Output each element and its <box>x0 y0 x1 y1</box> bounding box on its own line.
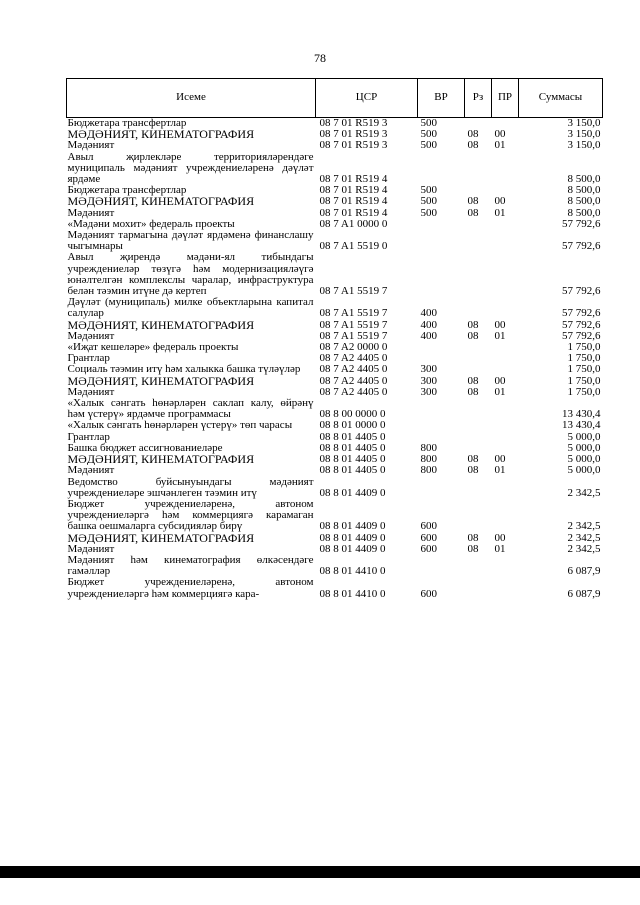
cell-name: Башка бюджет ассигнованиеләре <box>67 442 223 454</box>
table-row <box>67 320 603 331</box>
cell-name: Бюджетара трансфертлар <box>67 117 187 129</box>
cell-vr: 600 <box>420 587 437 600</box>
cell-vr: 500 <box>420 129 437 141</box>
cell-csr: 08 7 A1 5519 0 <box>319 240 388 253</box>
cell-vr: 500 <box>420 117 437 129</box>
cell-sum: 2 342,5 <box>567 520 601 533</box>
cell-csr: 08 7 01 R519 3 <box>319 140 388 152</box>
cell-vr <box>418 252 465 297</box>
cell-csr: 08 8 01 4405 0 <box>319 454 386 466</box>
cell-vr: 600 <box>420 543 437 555</box>
cell-vr <box>418 342 465 353</box>
cell-vr: 400 <box>420 319 437 331</box>
cell-rz <box>465 364 492 375</box>
cell-csr: 08 8 01 4410 0 <box>319 587 386 600</box>
cell-sum: 6 087,9 <box>567 565 601 578</box>
cell-rz: 08 <box>467 375 479 387</box>
cell-name: Ведомство буйсынуындагы мәдәният учреждениеләре эшчәнлеген тәэмин итү <box>67 476 314 499</box>
cell-sum: 13 430,4 <box>562 420 601 432</box>
cell-rz <box>465 118 492 130</box>
cell-pr: 00 <box>494 319 506 331</box>
cell-csr: 08 7 01 R519 3 <box>319 117 388 129</box>
cell-pr <box>492 432 519 443</box>
table-row <box>67 577 603 599</box>
cell-name: МӘДӘНИЯТ, КИНЕМАТОГРАФИЯ <box>67 319 255 331</box>
cell-sum: 3 150,0 <box>567 117 601 129</box>
cell-sum: 8 500,0 <box>567 196 601 208</box>
cell-sum: 57 792,6 <box>562 240 601 253</box>
cell-pr <box>492 185 519 196</box>
table-row <box>67 129 603 140</box>
cell-vr: 600 <box>420 532 437 544</box>
cell-name: Бюджетара трансфертлар <box>67 185 187 197</box>
cell-rz: 08 <box>467 140 479 152</box>
cell-sum: 57 792,6 <box>562 285 601 298</box>
cell-sum: 57 792,6 <box>562 307 601 320</box>
cell-pr <box>492 297 519 319</box>
cell-sum: 57 792,6 <box>562 319 601 331</box>
cell-rz <box>465 353 492 364</box>
cell-pr: 01 <box>494 207 506 219</box>
cell-name: Мәдәният <box>67 330 115 342</box>
table-row <box>67 196 603 207</box>
table-row <box>67 152 603 186</box>
cell-csr: 08 8 01 0000 0 <box>319 420 386 432</box>
cell-sum: 1 750,0 <box>567 353 601 365</box>
cell-name: МӘДӘНИЯТ, КИНЕМАТОГРАФИЯ <box>67 532 255 544</box>
cell-csr: 08 8 01 4405 0 <box>319 431 386 443</box>
cell-rz: 08 <box>467 207 479 219</box>
table-row <box>67 499 603 533</box>
cell-csr: 08 7 A1 5519 7 <box>319 319 388 331</box>
cell-rz: 08 <box>467 319 479 331</box>
cell-name: Мәдәният <box>67 207 115 219</box>
table-row <box>67 555 603 577</box>
cell-csr: 08 7 A2 4405 0 <box>319 364 388 376</box>
cell-rz <box>465 577 492 599</box>
cell-pr: 01 <box>494 140 506 152</box>
cell-sum: 6 087,9 <box>567 587 601 600</box>
cell-vr <box>418 230 465 252</box>
cell-rz <box>465 499 492 533</box>
cell-name: «Иҗат кешеләре» федераль проекты <box>67 342 239 354</box>
cell-pr <box>492 364 519 375</box>
cell-name: Бюджет учреждениеләренә, автоном учреждениеләргә һәм коммерциягә карамаган башка оешмаларга субсидияләр бирү <box>67 498 314 533</box>
cell-rz: 08 <box>467 386 479 398</box>
cell-vr: 600 <box>420 520 437 533</box>
cell-rz <box>465 252 492 297</box>
cell-vr: 300 <box>420 386 437 398</box>
cell-csr: 08 7 A2 4405 0 <box>319 375 388 387</box>
table-row <box>67 252 603 297</box>
cell-csr: 08 8 01 4409 0 <box>319 486 386 499</box>
cell-csr: 08 7 A2 4405 0 <box>319 386 388 398</box>
cell-sum: 5 000,0 <box>567 465 601 477</box>
cell-rz <box>465 477 492 499</box>
cell-pr: 00 <box>494 454 506 466</box>
cell-vr <box>418 353 465 364</box>
cell-name: Мәдәният <box>67 140 115 152</box>
table-row <box>67 331 603 342</box>
table-row <box>67 297 603 319</box>
cell-sum: 5 000,0 <box>567 442 601 454</box>
cell-sum: 13 430,4 <box>562 408 601 421</box>
cell-pr <box>492 443 519 454</box>
cell-pr <box>492 252 519 297</box>
cell-name: МӘДӘНИЯТ, КИНЕМАТОГРАФИЯ <box>67 375 255 387</box>
scan-border-bar <box>0 866 640 878</box>
cell-name: Грантлар <box>67 353 110 365</box>
cell-sum: 8 500,0 <box>567 185 601 197</box>
cell-vr: 800 <box>420 465 437 477</box>
cell-pr <box>492 477 519 499</box>
cell-pr <box>492 353 519 364</box>
cell-name: Дәүләт (муниципаль) милке объектларына капитал салулар <box>67 297 314 320</box>
cell-rz: 08 <box>467 543 479 555</box>
cell-vr <box>418 477 465 499</box>
table-row <box>67 364 603 375</box>
table-row <box>67 533 603 544</box>
column-header-name: Исеме <box>67 79 316 118</box>
column-header-rz: Рз <box>465 79 492 118</box>
cell-rz: 08 <box>467 532 479 544</box>
table-row <box>67 465 603 476</box>
cell-name: Мәдәният <box>67 465 115 477</box>
cell-csr: 08 8 01 4405 0 <box>319 442 386 454</box>
cell-rz: 08 <box>467 454 479 466</box>
cell-vr <box>418 432 465 443</box>
cell-rz <box>465 443 492 454</box>
cell-vr: 500 <box>420 207 437 219</box>
cell-vr: 500 <box>420 196 437 208</box>
cell-csr: 08 7 A1 5519 7 <box>319 285 388 298</box>
cell-vr <box>418 398 465 420</box>
table-header-row <box>67 79 603 118</box>
cell-name: Социаль тәэмин итү һәм халыкка башка түләүләр <box>67 364 301 376</box>
cell-rz <box>465 185 492 196</box>
cell-pr: 00 <box>494 375 506 387</box>
cell-rz: 08 <box>467 330 479 342</box>
cell-name: Бюджет учреждениеләренә, автоном учреждениеләргә һәм коммерциягә кара- <box>67 577 314 600</box>
cell-sum: 1 750,0 <box>567 364 601 376</box>
cell-csr: 08 8 01 4405 0 <box>319 465 386 477</box>
cell-pr <box>492 499 519 533</box>
cell-csr: 08 7 01 R519 4 <box>319 196 388 208</box>
column-header-csr: ЦСР <box>316 79 418 118</box>
table-row <box>67 432 603 443</box>
cell-name: МӘДӘНИЯТ, КИНЕМАТОГРАФИЯ <box>67 129 255 141</box>
cell-pr: 00 <box>494 196 506 208</box>
cell-csr: 08 7 A1 5519 7 <box>319 330 388 342</box>
cell-rz <box>465 230 492 252</box>
cell-name: «Халык сәнгать һөнәрләрен саклап калу, өйрәнү һәм үстерү» ярдәмче программасы <box>67 398 314 421</box>
cell-csr: 08 7 A1 0000 0 <box>319 218 388 230</box>
cell-sum: 5 000,0 <box>567 431 601 443</box>
cell-vr: 300 <box>420 364 437 376</box>
cell-csr: 08 7 01 R519 4 <box>319 185 388 197</box>
cell-sum: 2 342,5 <box>567 486 601 499</box>
table-row <box>67 118 603 130</box>
cell-vr <box>418 152 465 186</box>
cell-csr: 08 7 01 R519 4 <box>319 207 388 219</box>
table-row <box>67 454 603 465</box>
budget-table <box>66 78 603 600</box>
table-row <box>67 230 603 252</box>
cell-vr: 500 <box>420 185 437 197</box>
cell-vr: 800 <box>420 454 437 466</box>
cell-name: Грантлар <box>67 431 110 443</box>
table-body <box>67 118 603 600</box>
cell-sum: 1 750,0 <box>567 342 601 354</box>
cell-sum: 2 342,5 <box>567 532 601 544</box>
cell-name: МӘДӘНИЯТ, КИНЕМАТОГРАФИЯ <box>67 454 255 466</box>
table-row <box>67 219 603 230</box>
cell-vr: 300 <box>420 375 437 387</box>
table-row <box>67 420 603 431</box>
column-header-sum: Суммасы <box>519 79 603 118</box>
cell-name: МӘДӘНИЯТ, КИНЕМАТОГРАФИЯ <box>67 196 255 208</box>
table-row <box>67 544 603 555</box>
cell-csr: 08 8 01 4409 0 <box>319 543 386 555</box>
cell-vr: 400 <box>420 330 437 342</box>
cell-pr: 01 <box>494 465 506 477</box>
cell-name: «Мәдәни мохит» федераль проекты <box>67 218 235 230</box>
cell-rz <box>465 398 492 420</box>
cell-pr <box>492 420 519 431</box>
cell-pr <box>492 555 519 577</box>
cell-pr: 00 <box>494 129 506 141</box>
cell-rz <box>465 342 492 353</box>
cell-csr: 08 7 01 R519 4 <box>319 173 388 186</box>
table-row <box>67 443 603 454</box>
cell-name: Авыл җирендә мәдәни-ял тибындагы учреждениеләр төзүгә һәм модернизацияләүгә юнәлтелгән комплекслы чаралар, инфраструктура белән тәэмин итүне дә кертеп <box>67 252 314 298</box>
cell-sum: 8 500,0 <box>567 207 601 219</box>
cell-name: «Халык сәнгать һөнәрләрен үстерү» төп чарасы <box>67 420 293 432</box>
cell-name: Мәдәният <box>67 386 115 398</box>
cell-sum: 8 500,0 <box>567 173 601 186</box>
cell-sum: 57 792,6 <box>562 218 601 230</box>
cell-pr <box>492 230 519 252</box>
cell-vr: 800 <box>420 442 437 454</box>
cell-name: Мәдәният тармагына дәүләт ярдәменә финанслашу чыгымнары <box>67 230 314 253</box>
cell-sum: 1 750,0 <box>567 375 601 387</box>
cell-csr: 08 8 00 0000 0 <box>319 408 386 421</box>
table-row <box>67 387 603 398</box>
table-row <box>67 140 603 151</box>
table-row <box>67 376 603 387</box>
table-row <box>67 398 603 420</box>
cell-rz <box>465 152 492 186</box>
cell-pr <box>492 118 519 130</box>
cell-sum: 3 150,0 <box>567 140 601 152</box>
column-header-pr: ПР <box>492 79 519 118</box>
table-row <box>67 185 603 196</box>
cell-sum: 3 150,0 <box>567 129 601 141</box>
cell-pr <box>492 577 519 599</box>
cell-rz <box>465 297 492 319</box>
cell-csr: 08 8 01 4409 0 <box>319 520 386 533</box>
cell-sum: 1 750,0 <box>567 386 601 398</box>
cell-vr: 500 <box>420 140 437 152</box>
cell-rz <box>465 555 492 577</box>
table-row <box>67 342 603 353</box>
cell-vr: 400 <box>420 307 437 320</box>
cell-csr: 08 7 A2 0000 0 <box>319 342 388 354</box>
cell-name: Мәдәният <box>67 543 115 555</box>
cell-sum: 2 342,5 <box>567 543 601 555</box>
cell-pr <box>492 398 519 420</box>
cell-csr: 08 7 A1 5519 7 <box>319 307 388 320</box>
table-row <box>67 477 603 499</box>
cell-csr: 08 7 A2 4405 0 <box>319 353 388 365</box>
table-row <box>67 353 603 364</box>
cell-pr: 00 <box>494 532 506 544</box>
cell-rz <box>465 432 492 443</box>
cell-pr <box>492 152 519 186</box>
cell-rz: 08 <box>467 196 479 208</box>
table-row <box>67 208 603 219</box>
column-header-vr: ВР <box>418 79 465 118</box>
cell-pr: 01 <box>494 330 506 342</box>
cell-sum: 57 792,6 <box>562 330 601 342</box>
cell-csr: 08 7 01 R519 3 <box>319 129 388 141</box>
cell-rz <box>465 219 492 230</box>
cell-rz: 08 <box>467 129 479 141</box>
cell-rz: 08 <box>467 465 479 477</box>
cell-vr <box>418 219 465 230</box>
cell-pr <box>492 342 519 353</box>
cell-vr <box>418 555 465 577</box>
cell-pr: 01 <box>494 386 506 398</box>
cell-pr <box>492 219 519 230</box>
cell-vr <box>418 420 465 431</box>
cell-sum: 5 000,0 <box>567 454 601 466</box>
cell-name: Авыл җирлекләре территорияләрендәге муниципаль мәдәният учреждениеләренә дәүләт ярдәме <box>67 151 314 186</box>
cell-pr: 01 <box>494 543 506 555</box>
cell-name: Мәдәният һәм кинематография өлкәсендәге гамәлләр <box>67 554 314 578</box>
page-number: 78 <box>314 51 326 65</box>
cell-rz <box>465 420 492 431</box>
cell-csr: 08 8 01 4409 0 <box>319 532 386 544</box>
cell-csr: 08 8 01 4410 0 <box>319 565 386 578</box>
